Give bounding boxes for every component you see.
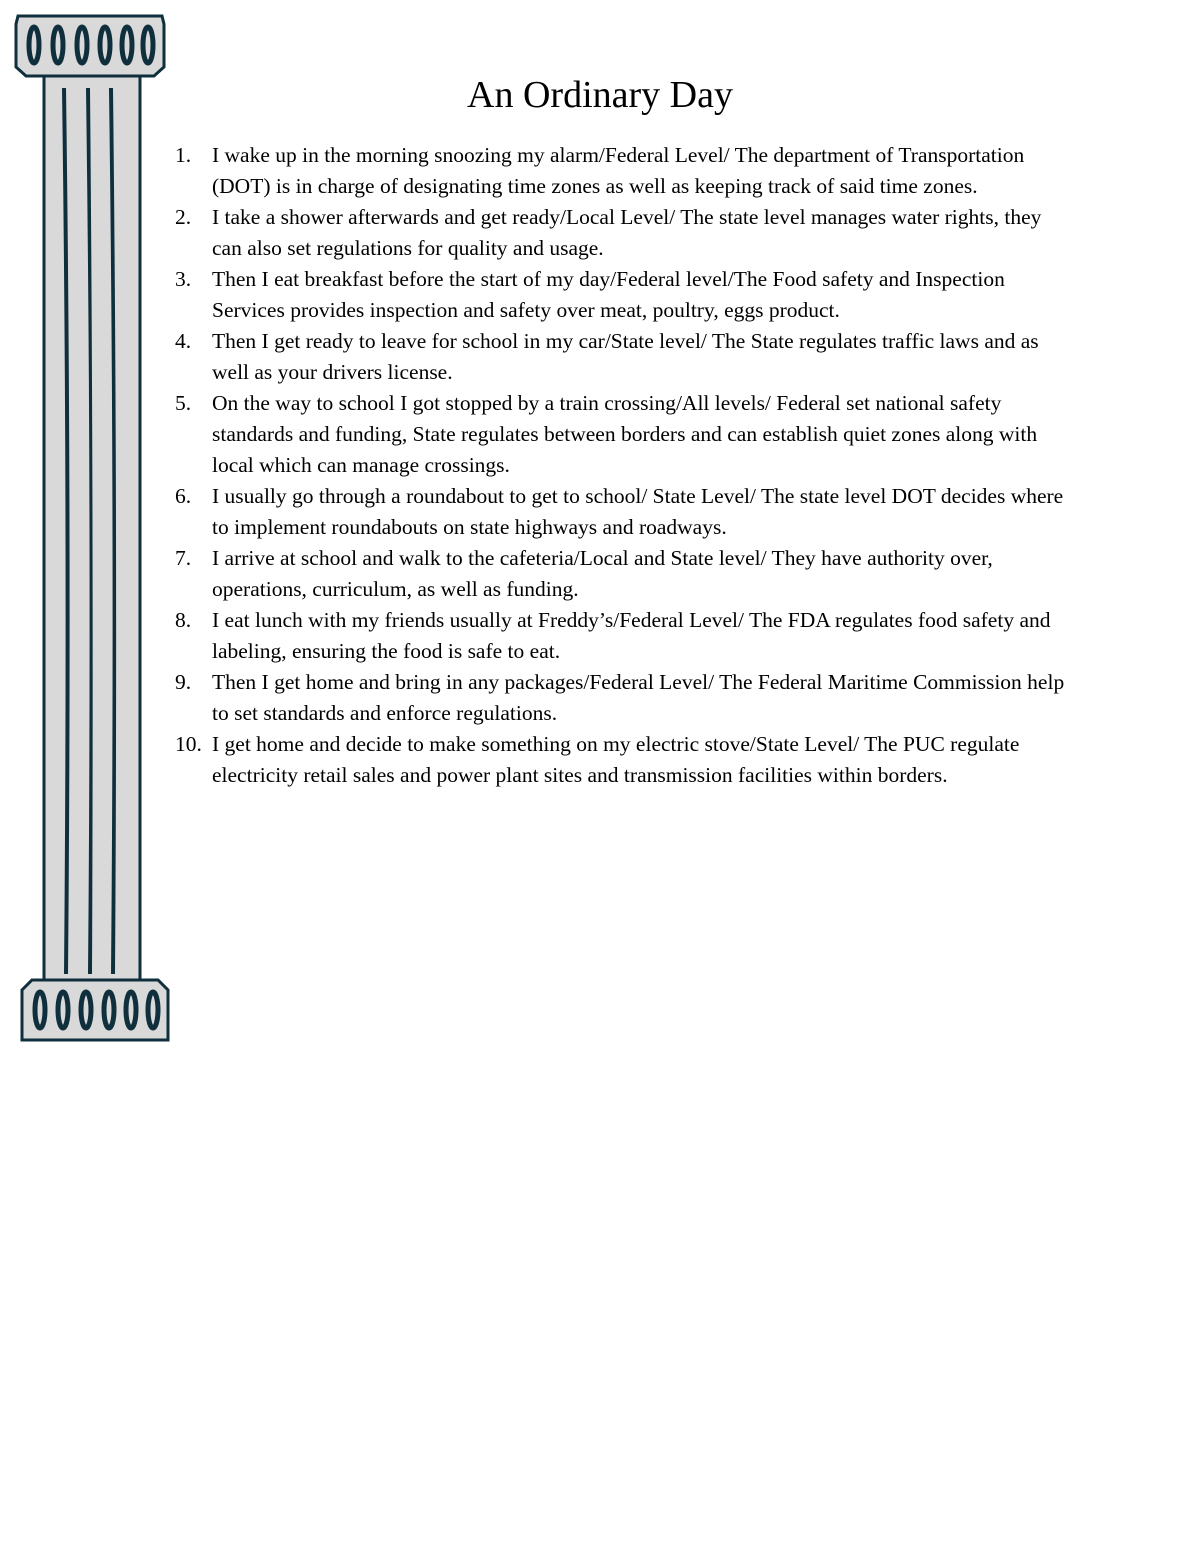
list-item: [175, 605, 1065, 667]
item-number: 10.: [175, 732, 202, 756]
item-text: On the way to school I got stopped by a train crossing/All levels/ Federal set national safety standards and funding, State regulates between borders and can establish quiet zones along with local which can manage crossings.: [212, 391, 1038, 477]
greek-column-icon: [12, 12, 172, 1044]
item-text: Then I get ready to leave for school in my car/State level/ The State regulates traffic laws and as well as your drivers license.: [212, 329, 1039, 384]
item-number: 1.: [175, 143, 192, 167]
list-item: [175, 481, 1065, 543]
event-list: [175, 140, 1065, 791]
item-text: I eat lunch with my friends usually at Freddy’s/Federal Level/ The FDA regulates food safety and labeling, ensuring the food is safe to eat.: [212, 608, 1051, 663]
item-number: 3.: [175, 267, 192, 291]
item-number: 7.: [175, 546, 192, 570]
list-item: [175, 140, 1065, 202]
item-text: I usually go through a roundabout to get to school/ State Level/ The state level DOT decides where to implement roundabouts on state highways and roadways.: [212, 484, 1064, 539]
item-number: 6.: [175, 484, 192, 508]
list-item: [175, 326, 1065, 388]
list-item: [175, 264, 1065, 326]
item-text: Then I get home and bring in any packages/Federal Level/ The Federal Maritime Commission help to set standards and enforce regulations.: [212, 670, 1065, 725]
item-text: Then I eat breakfast before the start of my day/Federal level/The Food safety and Inspection Services provides inspection and safety over meat, poultry, eggs product.: [212, 267, 1005, 322]
item-number: 8.: [175, 608, 192, 632]
item-number: 5.: [175, 391, 192, 415]
list-item: [175, 543, 1065, 605]
item-text: I wake up in the morning snoozing my alarm/Federal Level/ The department of Transportation (DOT) is in charge of designating time zones as well as keeping track of said time zones.: [212, 143, 1025, 198]
item-text: I take a shower afterwards and get ready/Local Level/ The state level manages water rights, they can also set regulations for quality and usage.: [212, 205, 1042, 260]
list-item: [175, 667, 1065, 729]
document-title: An Ordinary Day: [467, 74, 733, 116]
item-text: I arrive at school and walk to the cafeteria/Local and State level/ They have authority over, operations, curriculum, as well as funding.: [212, 546, 993, 601]
list-item: [175, 388, 1065, 481]
item-text: I get home and decide to make something on my electric stove/State Level/ The PUC regulate electricity retail sales and power plant sites and transmission facilities within borders.: [212, 732, 1020, 787]
item-number: 4.: [175, 329, 192, 353]
item-number: 2.: [175, 205, 192, 229]
list-item: [175, 729, 1065, 791]
item-number: 9.: [175, 670, 192, 694]
list-item: [175, 202, 1065, 264]
